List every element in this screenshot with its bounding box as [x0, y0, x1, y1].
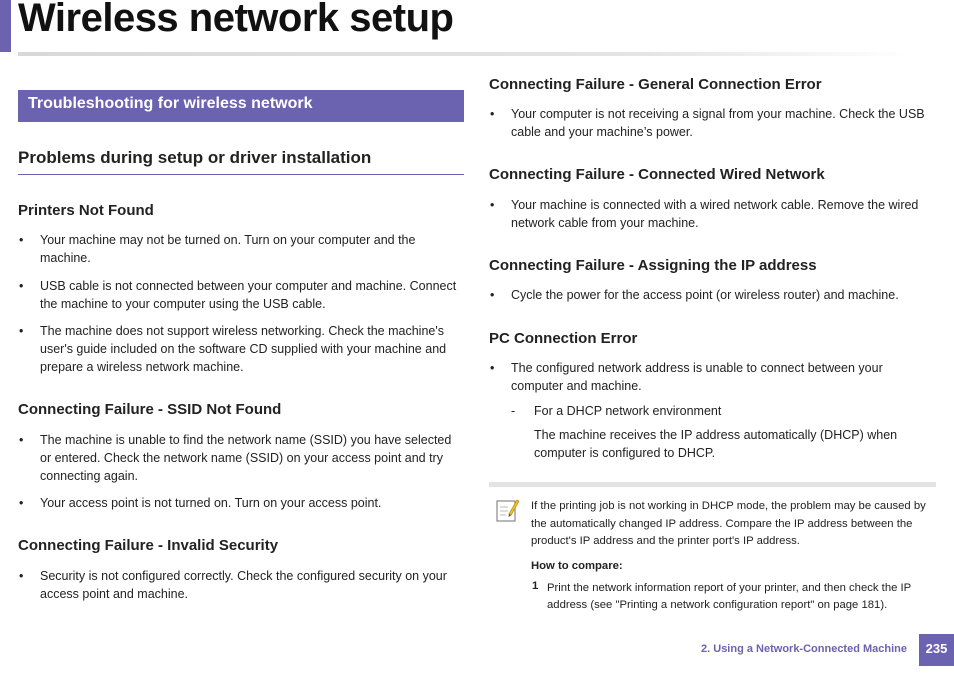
bullet-dot: • [490, 361, 495, 375]
page-title: Wireless network setup [18, 0, 454, 40]
bullet-dot: • [19, 233, 24, 247]
list-item [18, 567, 464, 603]
bullet-dot: • [490, 107, 495, 121]
list-item-text: Security is not configured correctly. Check the configured security on your access point and machine. [40, 569, 447, 601]
list-item-text: Your computer is not receiving a signal from your machine. Check the USB cable and your machine’s power. [511, 107, 925, 139]
heading-pc-connection-error: PC Connection Error [489, 330, 638, 347]
title-accent-bar [0, 0, 11, 52]
list-item-text: The machine is unable to find the network name (SSID) you have selected or entered. Check the network name (SSID) on your access point and try connecting again. [40, 433, 452, 483]
note-box [489, 482, 936, 618]
heading-invalid-security: Connecting Failure - Invalid Security [18, 537, 279, 554]
list-item [489, 196, 936, 232]
note-step-number: 1 [532, 580, 539, 592]
heading-general-connection-error: Connecting Failure - General Connection Error [489, 76, 822, 93]
list-item [489, 105, 936, 141]
bullet-dot: • [19, 496, 24, 510]
list-item [18, 231, 464, 267]
list-item-text: The machine does not support wireless networking. Check the machine's user's guide included on the software CD supplied with your machine and prepare a wireless network machine. [40, 324, 447, 374]
list-item-text: The configured network address is unable to connect between your computer and machine. [511, 361, 883, 393]
dash-marker: - [511, 404, 516, 418]
list-item [489, 359, 919, 395]
list-item [18, 431, 464, 485]
list-item [18, 322, 464, 376]
note-step-text: Print the network information report of your printer, and then check the IP address (see "Printing a network configuration report" on page 181). [547, 582, 911, 611]
sub-list-item [511, 402, 931, 420]
list-item-text: USB cable is not connected between your computer and machine. Connect the machine to your computer using the USB cable. [40, 279, 457, 311]
title-rule [18, 52, 913, 56]
note-text: If the printing job is not working in DHCP mode, the problem may be caused by the automatically changed IP address. Compare the IP address between the product's IP address and the printer port's IP address. [531, 500, 926, 547]
section-banner: Troubleshooting for wireless network [18, 90, 464, 122]
subsection-title: Problems during setup or driver installation [18, 148, 464, 175]
page-number: 235 [919, 634, 954, 666]
list-item-text: Cycle the power for the access point (or wireless router) and machine. [511, 288, 899, 302]
note-subheading: How to compare: [531, 560, 623, 572]
list-item-text: Your machine is connected with a wired network cable. Remove the wired network cable from your machine. [511, 198, 919, 230]
heading-connected-wired-network: Connecting Failure - Connected Wired Network [489, 166, 825, 183]
footer-chapter: 2. Using a Network-Connected Machine [701, 643, 907, 655]
bullet-dot: • [19, 433, 24, 447]
heading-ssid-not-found: Connecting Failure - SSID Not Found [18, 401, 282, 418]
dhcp-paragraph: The machine receives the IP address automatically (DHCP) when computer is configured to DHCP. [534, 428, 898, 460]
bullet-dot: • [19, 279, 24, 293]
list-item-text: Your access point is not turned on. Turn on your access point. [40, 496, 382, 510]
bullet-dot: • [19, 324, 24, 338]
bullet-dot: • [19, 569, 24, 583]
heading-printers-not-found: Printers Not Found [18, 202, 154, 219]
sub-list-item-text: For a DHCP network environment [534, 404, 722, 418]
bullet-dot: • [490, 198, 495, 212]
bullet-dot: • [490, 288, 495, 302]
list-item-text: Your machine may not be turned on. Turn on your computer and the machine. [40, 233, 416, 265]
list-item [489, 286, 936, 304]
note-pencil-icon [496, 497, 520, 523]
list-item [18, 494, 464, 512]
heading-assigning-ip-address: Connecting Failure - Assigning the IP address [489, 257, 817, 274]
list-item [18, 277, 464, 313]
